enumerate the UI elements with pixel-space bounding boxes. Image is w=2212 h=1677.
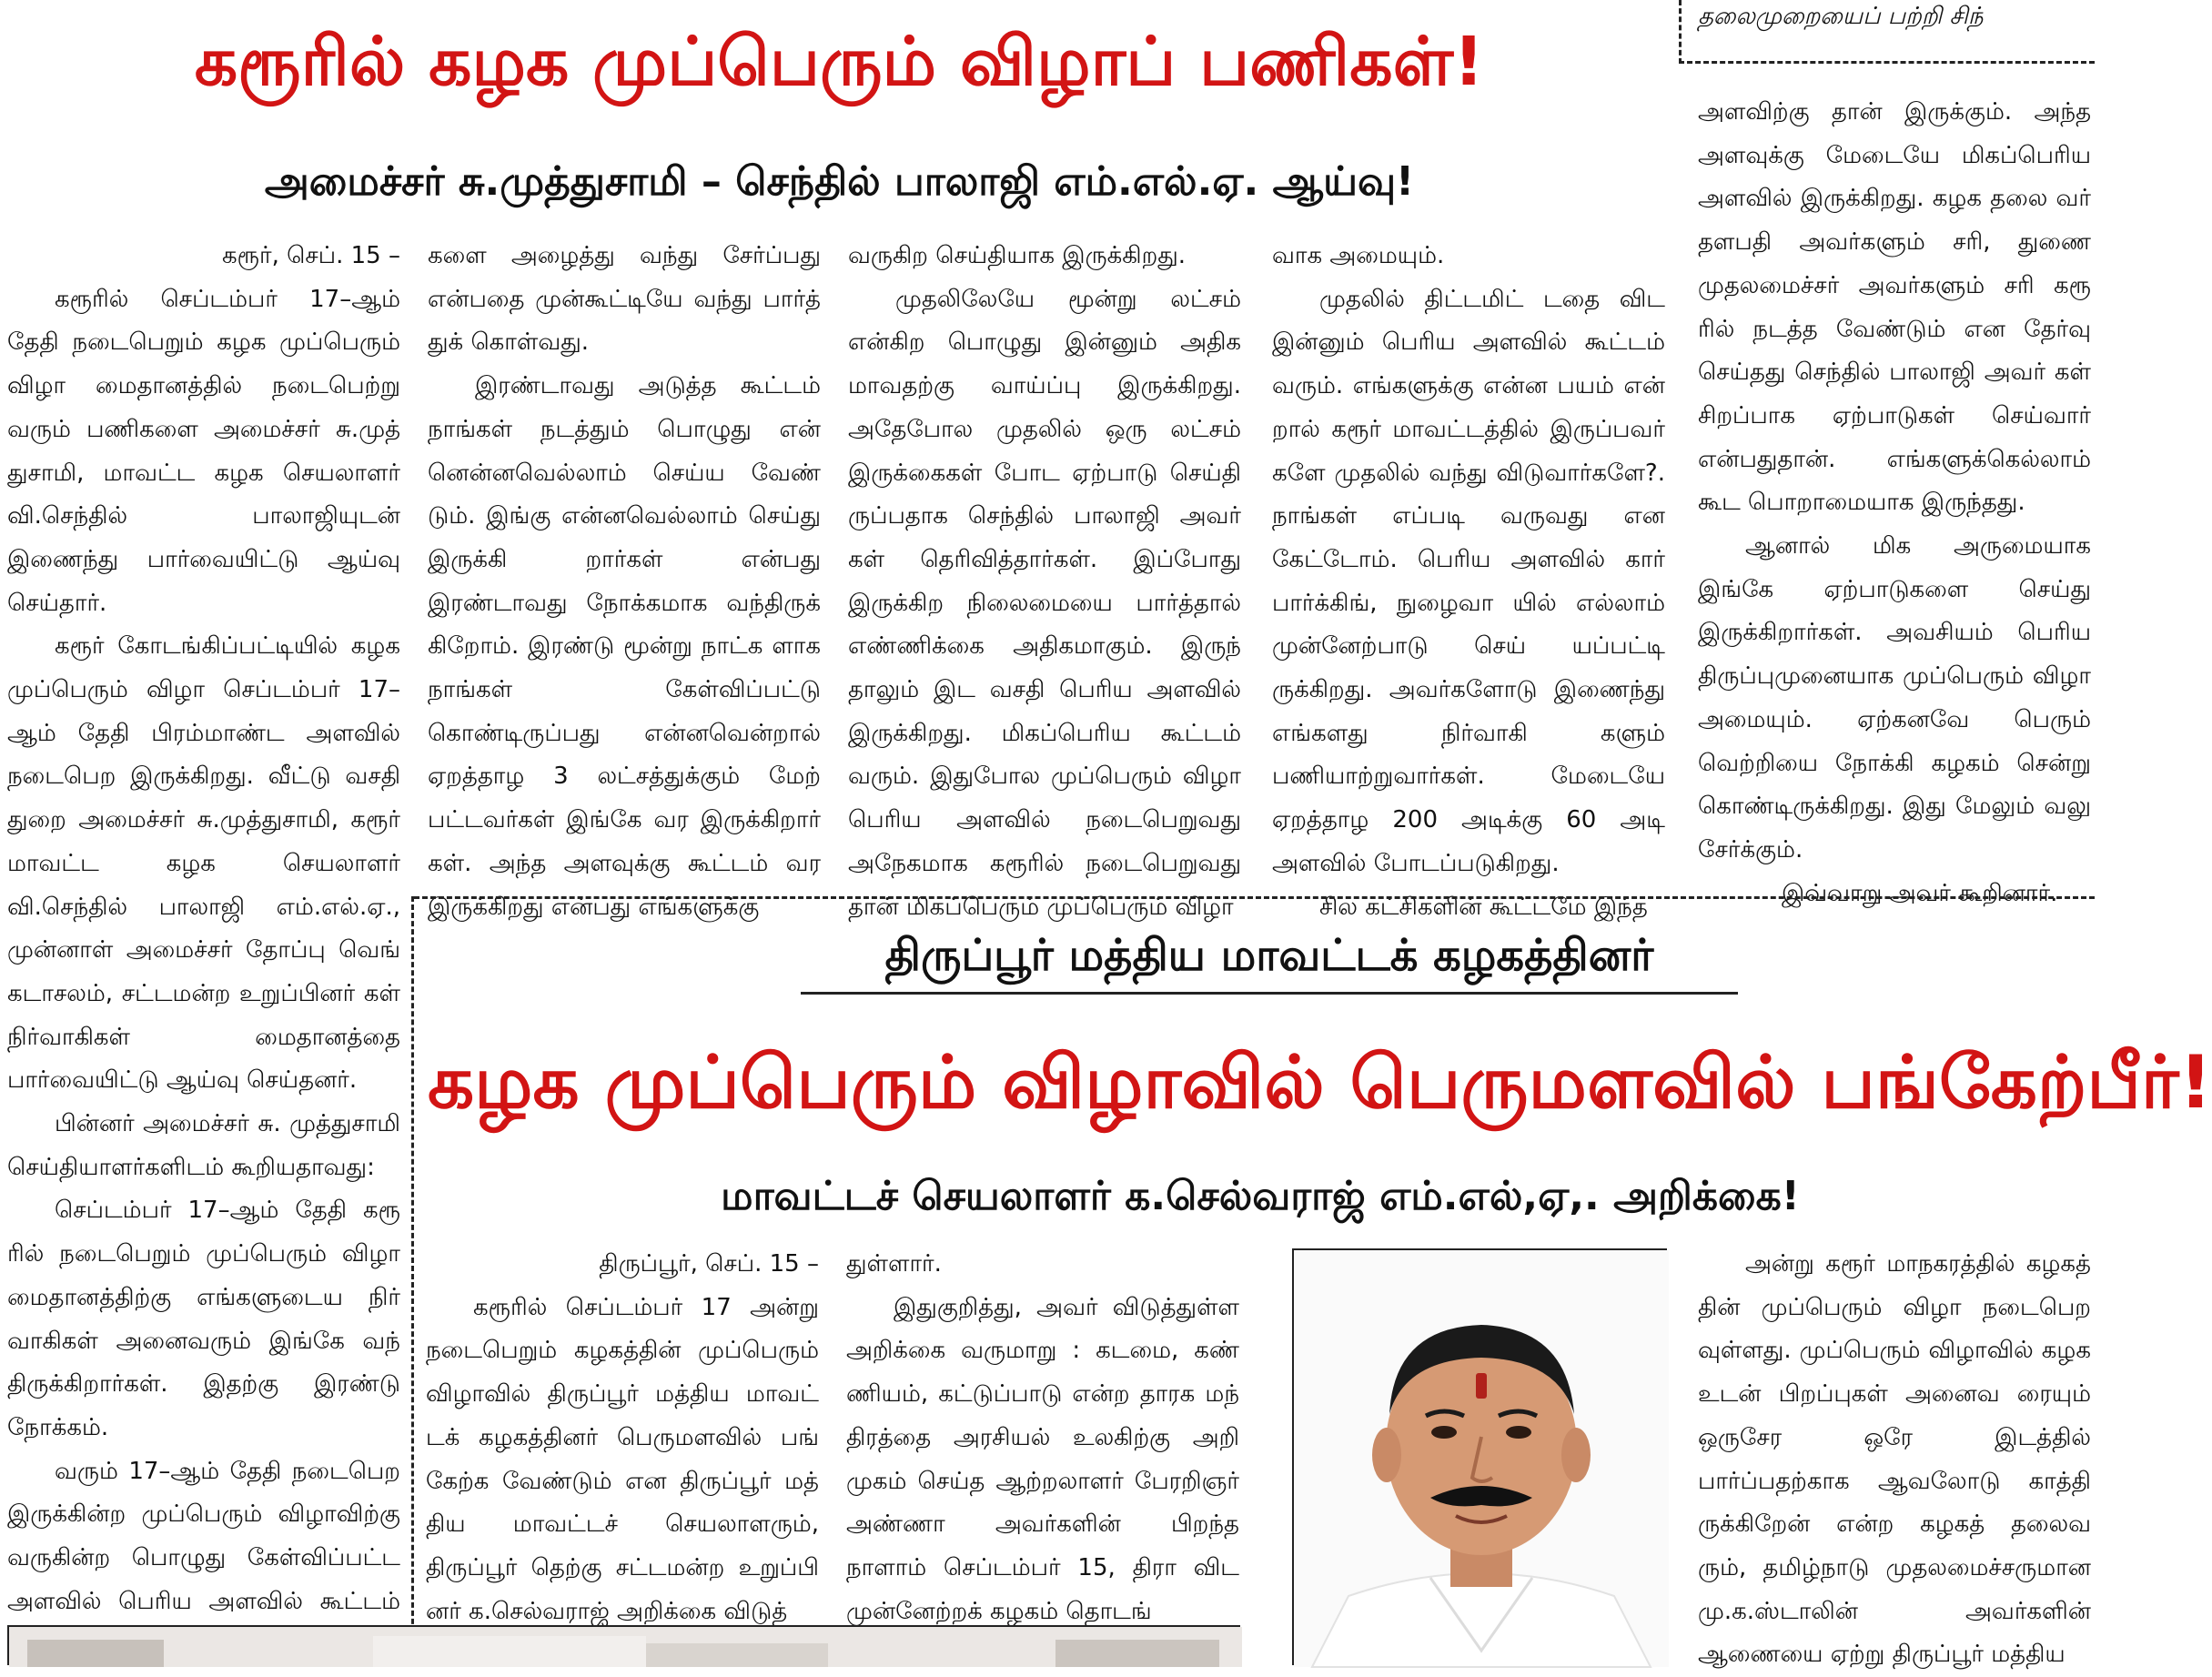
paragraph: கரூரில் செப்டம்பர் 17–ஆம் தேதி நடைபெறும் கழக முப்பெரும் விழா மைதானத்தில் நடைபெற்று வரும் பணிகளை அமைச்சர் சு.முத் துசாமி, மாவட்ட கழக செயலாளர் வி.செந்தில் பாலாஜியுடன் இணைந்து பார்வையிட்டு ஆய்வு செய்தார். bbox=[7, 285, 400, 617]
paragraph: வரும் 17–ஆம் தேதி நடைபெற இருக்கின்ற முப்பெரும் விழாவிற்கு வருகின்ற பொழுது கேள்விப்பட்ட அளவில் பெரிய அளவில் கூட்டம் bbox=[7, 1457, 400, 1615]
article2-kicker: திருப்பூர் மத்திய மாவட்டக் கழகத்தினர் bbox=[801, 919, 1738, 995]
paragraph: ஆனால் மிக அருமையாக இங்கே ஏற்பாடுகளை செய்து இருக்கிறார்கள். அவசியம் பெரிய திருப்புமுனையாக முப்பெரும் விழா அமையும். ஏற்கனவே பெரும் வெற்றியை நோக்கி கழகம் சென்று கொண்டிருக்கிறது. இது மேலும் வலு சேர்க்கும். bbox=[1698, 532, 2091, 864]
portrait-photo bbox=[1292, 1248, 1667, 1665]
article1-subheadline: அமைச்சர் சு.முத்துசாமி – செந்தில் பாலாஜி எம்.எல்.ஏ. ஆய்வு! bbox=[264, 158, 1415, 205]
paragraph: கரூர் கோடங்கிப்பட்டியில் கழக முப்பெரும் விழா செப்டம்பர் 17–ஆம் தேதி பிரம்மாண்ட அளவில் நடைபெற இருக்கிறது. வீட்டு வசதி துறை அமைச்சர் சு.முத்துசாமி, கரூர் மாவட்ட கழக செயலாளர் வி.செந்தில் பாலாஜி எம்.எல்.ஏ., முன்னாள் அமைச்சர் தோப்பு வெங் கடாசலம், சட்டமன்ற உறுப்பினர் கள் நிர்வாகிகள் மைதானத்தை பார்வையிட்டு ஆய்வு செய்தனர். bbox=[7, 632, 400, 1095]
paragraph: இரண்டாவது அடுத்த கூட்டம் நாங்கள் நடத்தும் பொழுது என் னென்னவெல்லாம் செய்ய வேண் டும். இங்கு என்னவெல்லாம் செய்து இருக்கி றார்கள் என்பது இரண்டாவது நோக்கமாக வந்திருக் கிறோம். இரண்டு மூன்று நாட்க ளாக நாங்கள் கேள்விப்பட்டு கொண்டிருப்பது என்னவென்றால் ஏறத்தாழ 3 லட்சத்துக்கும் மேற் பட்டவர்கள் இங்கே வர இருக்கிறார் கள். அந்த அளவுக்கு கூட்டம் வர இருக்கிறது என்பது எங்களுக்கு bbox=[428, 372, 821, 921]
article2-dateline: திருப்பூர், செப். 15 – bbox=[599, 1250, 819, 1278]
paragraph: செப்டம்பர் 17–ஆம் தேதி கரூ ரில் நடைபெறும் முப்பெரும் விழா மைதானத்திற்கு எங்களுடைய நிர் வாகிகள் அனைவரும் இங்கே வந் திருக்கிறார்கள். இதற்கு இரண்டு நோக்கம். bbox=[7, 1197, 400, 1441]
paragraph: அன்று கரூர் மாநகரத்தில் கழகத் தின் முப்பெரும் விழா நடைபெற வுள்ளது. முப்பெரும் விழாவில் கழக உடன் பிறப்புகள் அனைவ ரையும் ஒருசேர ஒரே இடத்தில் பார்ப்பதற்காக ஆவலோடு காத்தி ருக்கிறேன் என்ற கழகத் தலைவ ரும், தமிழ்நாடு முதலமைச்சருமான மு.க.ஸ்டாலின் அவர்களின் ஆணையை ஏற்று திருப்பூர் மத்திய bbox=[1698, 1250, 2091, 1669]
portrait-illustration bbox=[1294, 1250, 1669, 1667]
article1-col4 bbox=[1272, 235, 1665, 921]
article2-col1 bbox=[426, 1243, 819, 1625]
article1-headline: கரூரில் கழக முப்பெரும் விழாப் பணிகள்! bbox=[194, 23, 1485, 101]
right-column bbox=[1698, 91, 2091, 907]
paragraph: கரூரில் செப்டம்பர் 17 அன்று நடைபெறும் கழகத்தின் முப்பெரும் விழாவில் திருப்பூர் மத்திய மாவட் டக் கழகத்தினர் பெருமளவில் பங் கேற்க வேண்டும் என திருப்பூர் மத் திய மாவட்டச் செயலாளரும், திருப்பூர் தெற்கு சட்டமன்ற உறுப்பி னர் க.செல்வராஜ் அறிக்கை விடுத் bbox=[426, 1293, 819, 1625]
article1-col2 bbox=[428, 235, 821, 921]
article1-col1 bbox=[7, 235, 400, 1615]
article1-col3 bbox=[848, 235, 1241, 921]
paragraph: வாக அமையும். bbox=[1272, 242, 1445, 269]
paragraph: முதலில் திட்டமிட் டதை விட இன்னும் பெரிய அளவில் கூட்டம் வரும். எங்களுக்கு என்ன பயம் என் றால் கரூர் மாவட்டத்தில் இருப்பவர் களே முதலில் வந்து விடுவார்களே?. நாங்கள் எப்படி வருவது என கேட்டோம். பெரிய அளவில் கார் பார்க்கிங், நுழைவா யில் எல்லாம் முன்னேற்பாடு செய் யப்பட்டி ருக்கிறது. அவர்களோடு இணைந்து எங்களது நிர்வாகி களும் பணியாற்றுவார்கள். மேடையே ஏறத்தாழ 200 அடிக்கு 60 அடி அளவில் போடப்படுகிறது. bbox=[1272, 285, 1665, 877]
event-photo-illustration bbox=[9, 1627, 1242, 1667]
paragraph: துள்ளார். bbox=[846, 1250, 942, 1278]
paragraph: இவ்வாறு அவர் கூறினார். bbox=[1782, 879, 2058, 907]
paragraph: வருகிற செய்தியாக இருக்கிறது. bbox=[848, 242, 1187, 269]
right-top-snippet-box bbox=[1679, 0, 2095, 64]
article-separator-vertical bbox=[411, 896, 414, 1665]
paragraph: அளவிற்கு தான் இருக்கும். அந்த அளவுக்கு மேடையே மிகப்பெரிய அளவில் இருக்கிறது. கழக தலை வர் தளபதி அவர்களும் சரி, துணை முதலமைச்சர் அவர்களும் சரி கரூ ரில் நடத்த வேண்டும் என தேர்வு செய்தது செந்தில் பாலாஜி அவர் கள் சிறப்பாக ஏற்பாடுகள் செய்வார் என்பதுதான். எங்களுக்கெல்லாம் கூட பொறாமையாக இருந்தது. bbox=[1698, 98, 2091, 517]
article-separator-horizontal bbox=[414, 896, 2095, 899]
right-top-snippet: தலைமுறையைப் பற்றி சிந் bbox=[1698, 3, 1984, 30]
paragraph: இதுகுறித்து, அவர் விடுத்துள்ள அறிக்கை வருமாறு : கடமை, கண் ணியம், கட்டுப்பாடு என்ற தாரக மந் திரத்தை அரசியல் உலகிற்கு அறி முகம் செய்த ஆற்றலாளர் பேரறிஞர் அண்ணா அவர்களின் பிறந்த நாளாம் செப்டம்பர் 15, திரா விட முன்னேற்றக் கழகம் தொடங் bbox=[846, 1293, 1239, 1625]
paragraph: களை அழைத்து வந்து சேர்ப்பது என்பதை முன்கூட்டியே வந்து பார்த் துக் கொள்வது. bbox=[428, 242, 821, 357]
article2-col2 bbox=[846, 1243, 1239, 1625]
paragraph: சில கட்சிகளின் கூட்டமே இந்த bbox=[1319, 893, 1648, 921]
event-photo bbox=[7, 1625, 1240, 1665]
paragraph: பின்னர் அமைச்சர் சு. முத்துசாமி செய்தியாளர்களிடம் கூறியதாவது: bbox=[7, 1110, 400, 1181]
article2-col3 bbox=[1698, 1243, 2091, 1669]
article2-headline: கழக முப்பெரும் விழாவில் பெருமளவில் பங்கேற்பீர்! bbox=[428, 1040, 2212, 1125]
article1-dateline: கரூர், செப். 15 – bbox=[222, 242, 400, 269]
article2-subheadline: மாவட்டச் செயலாளர் க.செல்வராஜ் எம்.எல்,ஏ,. அறிக்கை! bbox=[721, 1173, 1800, 1219]
paragraph: முதலிலேயே மூன்று லட்சம் என்கிற பொழுது இன்னும் அதிக மாவதற்கு வாய்ப்பு இருக்கிறது. அதேபோல முதலில் ஒரு லட்சம் இருக்கைகள் போட ஏற்பாடு செய்தி ருப்பதாக செந்தில் பாலாஜி அவர் கள் தெரிவித்தார்கள். இப்போது இருக்கிற நிலைமையை பார்த்தால் எண்ணிக்கை அதிகமாகும். இருந் தாலும் இட வசதி பெரிய அளவில் இருக்கிறது. மிகப்பெரிய கூட்டம் வரும். இதுபோல முப்பெரும் விழா பெரிய அளவில் நடைபெறுவது அநேகமாக கரூரில் நடைபெறுவது தான் மிகப்பெரும் முப்பெரும் விழா bbox=[848, 285, 1241, 921]
